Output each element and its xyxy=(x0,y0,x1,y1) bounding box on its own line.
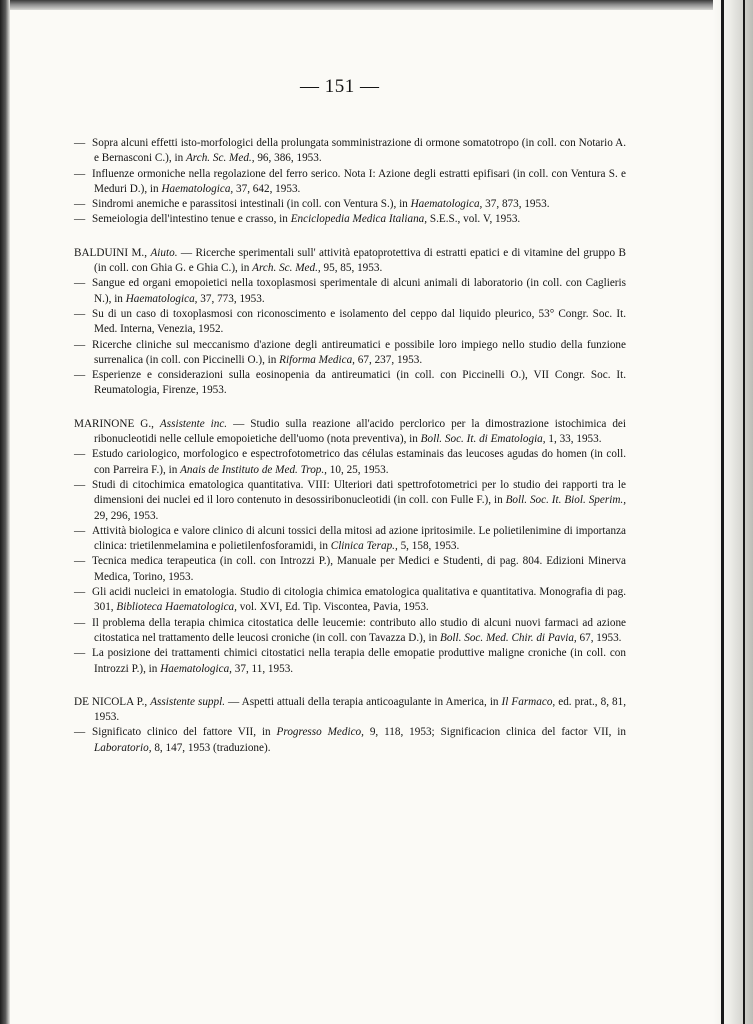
entry-text: 37, 642, 1953. xyxy=(233,182,301,195)
bibliography-list xyxy=(74,136,626,756)
entry-text: Studi di citochimica ematologica quantitativa. VIII: Ulteriori dati spettrofotometrici per lo studio dei rapporti tra le dimensioni dei nuclei ed il loro contenuto in desossiribonucleotidi (in coll. con Fulle F.), in xyxy=(92,478,626,507)
journal-title: Assistente suppl. xyxy=(150,695,226,708)
entry-text: 1, 33, 1953. xyxy=(545,433,602,446)
entry-text: 10, 25, 1953. xyxy=(326,463,389,476)
entry-text: 29, 296, 1953. xyxy=(94,509,159,522)
entry-text: — Aspetti attuali della terapia anticoagulante in America, in xyxy=(225,695,502,708)
journal-title: Enciclopedia Medica Italiana, xyxy=(290,213,428,226)
bibliography-entry: — La posizione dei trattamenti chimici citostatici nella terapia delle emopatie produttive maligne croniche (in coll. con Introzzi P.), in Haematologica, 37, 11, 1953. xyxy=(74,647,626,675)
entry-text: ed. prat., 8, 81, 1953. xyxy=(94,695,627,724)
entry-text: 5, 158, 1953. xyxy=(397,540,460,553)
entry-text: Ricerche cliniche sul meccanismo d'azione degli antireumatici e possibile loro impiego nello studio della funzione surrenalica (in coll. con Piccinelli O.), in xyxy=(92,338,626,366)
entry-text: — Studio sulla reazione all'acido perclorico per la dimostrazione istochimica dei ribonucleotidi nelle cellule emopoietiche dell'uomo (nota preventiva), in xyxy=(94,417,626,446)
bibliography-section xyxy=(74,136,626,228)
entry-text: S.E.S., vol. V, 1953. xyxy=(427,213,521,226)
journal-title: Haematologica, xyxy=(160,662,232,675)
entry-text: Sopra alcuni effetti isto-morfologici della prolungata somministrazione di ormone somatotropo (in coll. con Notario A. e Bernasconi C.), in xyxy=(92,137,626,165)
entry-text: — Ricerche sperimentali sull' attività epatoprotettiva di estratti epatici e di vitamine del gruppo B (in coll. con Ghia G. e Ghia C.), in xyxy=(94,246,626,275)
journal-title: Progresso Medico, xyxy=(276,726,364,739)
journal-title: Clinica Terap., xyxy=(330,540,398,553)
scan-right-rule xyxy=(743,0,745,1024)
bibliography-entry: — Studi di citochimica ematologica quantitativa. VIII: Ulteriori dati spettrofotometrici per lo studio dei rapporti tra le dimensioni dei nuclei ed il loro contenuto in desossiribonucleotidi (in coll. con Fulle F.), in Boll. Soc. It. Biol. Sperim., 29, 296, 1953. xyxy=(74,478,626,522)
journal-title: Assistente inc. xyxy=(159,417,228,430)
scan-left-edge xyxy=(0,0,10,1024)
entry-text: 37, 11, 1953. xyxy=(231,662,294,675)
journal-title: Boll. Soc. It. di Ematologia, xyxy=(420,433,546,446)
journal-title: Haematologica, xyxy=(410,198,483,211)
bibliography-entry: — Attività biologica e valore clinico di alcuni tossici della mitosi ad azione ipritosimile. Le polietilenimine di importanza clinica: trietilenmelamina e polietilenfosforamidi, in Clinica Terap., 5, 158, 1953. xyxy=(74,524,626,553)
entry-text: Influenze ormoniche nella regolazione del ferro serico. Nota I: Azione degli estratti epifisari (in coll. con Ventura S. e Meduri D.), in xyxy=(92,167,626,195)
scan-right-rule xyxy=(721,0,724,1024)
bibliography-entry: — Esperienze e considerazioni sulla eosinopenia da antireumatici (in coll. con Piccinelli O.), VII Congr. Soc. It. Reumatologia, Firenze, 1953. xyxy=(74,369,626,397)
entry-text: Sangue ed organi emopoietici nella toxoplasmosi sperimentale di alcuni animali di laboratorio (in coll. con Caglieris N.), in xyxy=(92,277,626,305)
entry-text: 9, 118, 1953; Significacion clinica del factor VII, in xyxy=(363,726,626,739)
entry-text: vol. XVI, Ed. Tip. Viscontea, Pavia, 1953. xyxy=(236,601,429,614)
bibliography-section xyxy=(74,417,626,677)
journal-title: Boll. Soc. Med. Chir. di Pavia, xyxy=(440,631,577,644)
entry-text: La posizione dei trattamenti chimici citostatici nella terapia delle emopatie produttive maligne croniche (in coll. con Introzzi P.), in xyxy=(92,647,626,675)
entry-text: Semeiologia dell'intestino tenue e crasso, in xyxy=(92,213,291,226)
entry-text: 37, 773, 1953. xyxy=(197,292,265,305)
entry-text: Significato clinico del fattore VII, in xyxy=(92,726,277,739)
bibliography-section xyxy=(74,246,626,399)
entry-text: Esperienze e considerazioni sulla eosinopenia da antireumatici (in coll. con Piccinelli O.), VII Congr. Soc. It. Reumatologia, Firenze, 1953. xyxy=(92,369,626,397)
journal-title: Haematologica, xyxy=(125,292,198,305)
bibliography-entry: — Sangue ed organi emopoietici nella toxoplasmosi sperimentale di alcuni animali di laboratorio (in coll. con Caglieris N.), in Haematologica, 37, 773, 1953. xyxy=(74,277,626,305)
journal-title: Aiuto. xyxy=(150,246,178,259)
author-entry xyxy=(74,246,626,277)
bibliography-entry: — Sindromi anemiche e parassitosi intestinali (in coll. con Ventura S.), in Haematologica, 37, 873, 1953. xyxy=(74,198,550,211)
bibliography-section xyxy=(74,695,626,756)
author-entry xyxy=(74,417,626,448)
journal-title: Il Farmaco, xyxy=(501,695,556,708)
page-number: — 151 — xyxy=(300,76,380,97)
entry-text: Attività biologica e valore clinico di alcuni tossici della mitosi ad azione ipritosimile. Le polietilenimine di importanza clinica: trietilenmelamina e polietilenfosforamidi, in xyxy=(92,524,626,553)
scan-top-edge xyxy=(0,0,753,10)
bibliography-entry: — Significato clinico del fattore VII, in Progresso Medico, 9, 118, 1953; Significacion clinica del factor VII, in Laboratorio, 8, 147, 1953 (traduzione). xyxy=(74,726,626,754)
bibliography-entry: — Semeiologia dell'intestino tenue e crasso, in Enciclopedia Medica Italiana, S.E.S., vol. V, 1953. xyxy=(74,213,521,226)
bibliography-entry: — Il problema della terapia chimica citostatica delle leucemie: contributo allo studio di alcuni nuovi farmaci ad azione citostatica nel trattamento delle leucosi croniche (in coll. con Tavazza D.), in Boll. Soc. Med. Chir. di Pavia, 67, 1953. xyxy=(74,616,626,644)
scan-right-edge xyxy=(713,0,753,1024)
bibliography-entry: — Ricerche cliniche sul meccanismo d'azione degli antireumatici e possibile loro impiego nello studio della funzione surrenalica (in coll. con Piccinelli O.), in Riforma Medica, 67, 237, 1953. xyxy=(74,338,626,366)
entry-text: 8, 147, 1953 (traduzione). xyxy=(151,741,271,754)
bibliography-entry: — Tecnica medica terapeutica (in coll. con Introzzi P.), Manuale per Medici e Studenti, di pag. 804. Edizioni Minerva Medica, Torino, 1953. xyxy=(74,555,626,583)
journal-title: Riforma Medica, xyxy=(279,353,355,366)
entry-text: Gli acidi nucleici in ematologia. Studio di citologia chimica ematologica qualitativa e quantitativa. Monografia di pag. 301, xyxy=(92,586,626,614)
entry-text: Su di un caso di toxoplasmosi con riconoscimento e isolamento del ceppo dal liquido pleurico, 53° Congr. Soc. It. Med. Interna, Venezia, 1952. xyxy=(92,307,626,336)
entry-text: 95, 85, 1953. xyxy=(320,262,383,275)
bibliography-entry: — Estudo cariologico, morfologico e espectrofotometrico das células estaminais das leucoses agudas do homen (in coll. con Parreira F.), in Anais de Instituto de Med. Trop., 10, 25, 1953. xyxy=(74,448,626,476)
entry-text: Sindromi anemiche e parassitosi intestinali (in coll. con Ventura S.), in xyxy=(92,198,411,211)
bibliography-entry: — Su di un caso di toxoplasmosi con riconoscimento e isolamento del ceppo dal liquido pleurico, 53° Congr. Soc. It. Med. Interna, Venezia, 1952. xyxy=(74,307,626,336)
bibliography-entry: — Gli acidi nucleici in ematologia. Studio di citologia chimica ematologica qualitativa e quantitativa. Monografia di pag. 301, Biblioteca Haematologica, vol. XVI, Ed. Tip. Viscontea, Pavia, 1953. xyxy=(74,586,626,614)
entry-text: 67, 237, 1953. xyxy=(354,353,423,366)
bibliography-entry: — Influenze ormoniche nella regolazione del ferro serico. Nota I: Azione degli estratti epifisari (in coll. con Ventura S. e Meduri D.), in Haematologica, 37, 642, 1953. xyxy=(74,167,626,195)
journal-title: Laboratorio, xyxy=(94,741,152,754)
entry-text: 96, 386, 1953. xyxy=(254,152,322,165)
entry-text: Estudo cariologico, morfologico e espectrofotometrico das células estaminais das leucoses agudas do homen (in coll. con Parreira F.), in xyxy=(92,448,626,476)
journal-title: Arch. Sc. Med., xyxy=(185,152,255,165)
journal-title: Arch. Sc. Med., xyxy=(252,262,321,275)
entry-text: Il problema della terapia chimica citostatica delle leucemie: contributo allo studio di alcuni nuovi farmaci ad azione citostatica nel trattamento delle leucosi croniche (in coll. con Tavazza D.), in xyxy=(92,616,626,644)
entry-text: 37, 873, 1953. xyxy=(482,198,550,211)
entry-text: 67, 1953. xyxy=(576,631,622,644)
entry-text: Tecnica medica terapeutica (in coll. con Introzzi P.), Manuale per Medici e Studenti, di pag. 804. Edizioni Minerva Medica, Torino, 1953. xyxy=(92,555,626,583)
journal-title: Biblioteca Haematologica, xyxy=(116,601,237,614)
author-name: BALDUINI M., xyxy=(74,246,148,259)
author-name: MARINONE G., xyxy=(74,417,154,430)
journal-title: Haematologica, xyxy=(161,182,234,195)
author-entry xyxy=(74,695,626,726)
journal-title: Boll. Soc. It. Biol. Sperim., xyxy=(505,494,626,507)
bibliography-entry: — Sopra alcuni effetti isto-morfologici della prolungata somministrazione di ormone somatotropo (in coll. con Notario A. e Bernasconi C.), in Arch. Sc. Med., 96, 386, 1953. xyxy=(74,137,626,165)
author-name: DE NICOLA P., xyxy=(74,695,148,708)
journal-title: Anais de Instituto de Med. Trop., xyxy=(180,463,327,476)
